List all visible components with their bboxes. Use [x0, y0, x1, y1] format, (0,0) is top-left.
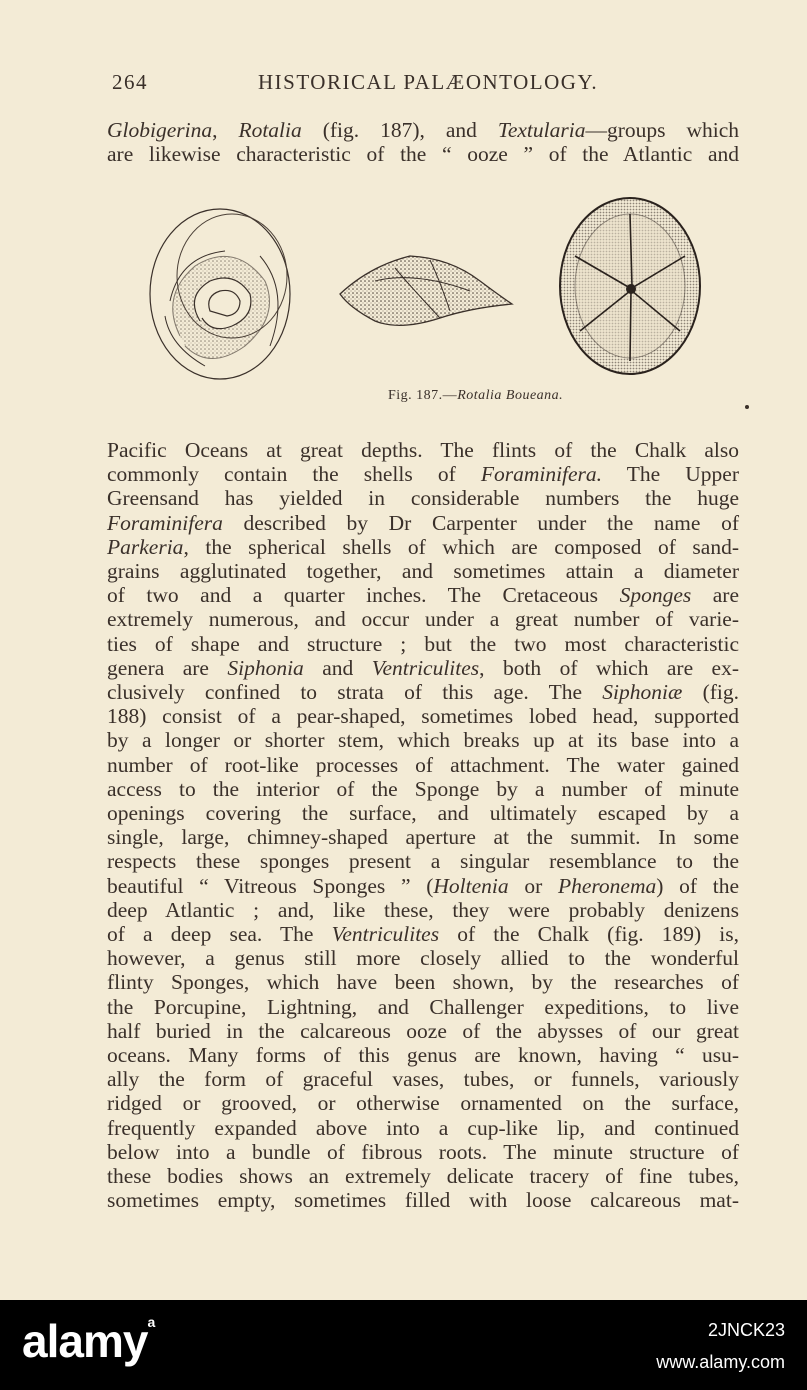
- text-run: of two and a quarter inches. The Cretaceous: [107, 583, 620, 608]
- text-line: [107, 777, 739, 801]
- text-line: [107, 1091, 739, 1115]
- site-url: www.alamy.com: [656, 1352, 785, 1372]
- running-head: [110, 70, 740, 98]
- text-run: grains agglutinated together, and sometimes attain a diameter: [107, 559, 739, 584]
- text-run: ally the form of graceful vases, tubes, or funnels, variously: [107, 1067, 739, 1092]
- text-line: [107, 680, 739, 704]
- text-line: [107, 704, 739, 728]
- caption-species: Rotalia Boueana.: [457, 388, 564, 403]
- text-run: by a longer or shorter stem, which breaks up at its base into a: [107, 728, 739, 753]
- text-line: [107, 970, 739, 994]
- print-speck: [745, 405, 749, 409]
- text-line: [107, 583, 739, 607]
- text-run: however, a genus still more closely allied to the wonderful: [107, 946, 739, 971]
- text-line: [107, 118, 739, 142]
- text-run: half buried in the calcareous ooze of the abysses of our great: [107, 1018, 739, 1043]
- italic-term: Ventriculites: [331, 922, 440, 947]
- italic-term: Globigerina: [107, 118, 213, 142]
- caption-prefix: Fig. 187.—: [388, 388, 458, 403]
- text-run: extremely numerous, and occur under a great number of varie-: [107, 607, 739, 632]
- alamy-logo-text: alamy: [22, 1315, 148, 1367]
- italic-term: Textularia: [497, 118, 586, 142]
- text-run: , both of which are ex-: [479, 655, 739, 680]
- text-line: [107, 825, 739, 849]
- text-line: [107, 1188, 739, 1212]
- text-line: [107, 801, 739, 825]
- alamy-logo: alamy$^a$: [22, 1314, 155, 1367]
- text-line: [107, 656, 739, 680]
- italic-term: Pheronema: [557, 873, 657, 898]
- text-run: access to the interior of the Sponge by a number of minute: [107, 776, 739, 801]
- text-line: [107, 874, 739, 898]
- text-line: [107, 1043, 739, 1067]
- italic-term: Foraminifera.: [480, 462, 603, 487]
- text-line: [107, 1116, 739, 1140]
- text-run: number of root-like processes of attachment. The water gained: [107, 752, 739, 777]
- text-run: The Upper: [602, 462, 739, 487]
- text-run: and: [303, 655, 372, 680]
- text-line: [107, 142, 739, 166]
- text-run: of the Chalk (fig. 189) is,: [439, 922, 740, 947]
- text-run: genera are: [107, 655, 228, 680]
- text-line: [107, 728, 739, 752]
- text-line: [107, 511, 739, 535]
- text-run: openings covering the surface, and ultimately escaped by a: [107, 801, 739, 826]
- text-run: or: [508, 873, 558, 898]
- top-paragraph: [107, 118, 739, 166]
- text-run: flinty Sponges, which have been shown, by the researches of: [107, 970, 739, 995]
- text-run: sometimes empty, sometimes filled with loose calcareous mat-: [107, 1188, 739, 1213]
- text-line: [107, 898, 739, 922]
- running-title: HISTORICAL PALÆONTOLOGY.: [258, 70, 599, 94]
- text-run: these bodies shows an extremely delicate tracery of fine tubes,: [107, 1164, 739, 1189]
- text-run: Pacific Oceans at great depths. The flints of the Chalk also: [107, 438, 739, 462]
- text-run: 188) consist of a pear-shaped, sometimes lobed head, supported: [107, 704, 739, 729]
- text-line: [107, 535, 739, 559]
- text-run: Greensand has yielded in considerable numbers the huge: [107, 486, 739, 511]
- image-id: 2JNCK23: [707, 1320, 785, 1340]
- figure-caption: [388, 388, 563, 404]
- text-run: (fig.: [682, 680, 739, 705]
- text-line: [107, 486, 739, 510]
- rotalia-edge-view: [340, 256, 512, 325]
- text-run: deep Atlantic ; and, like these, they were probably denizens: [107, 897, 739, 922]
- text-run: are: [691, 583, 739, 608]
- body-paragraph: [107, 438, 739, 1213]
- text-run: frequently expanded above into a cup-like lip, and continued: [107, 1115, 739, 1140]
- text-run: ridged or grooved, or otherwise ornamented on the surface,: [107, 1091, 739, 1116]
- text-run: (fig. 187), and: [301, 118, 498, 142]
- italic-term: Siphoniæ: [602, 680, 683, 705]
- text-run: ) of the: [656, 873, 739, 898]
- text-run: below into a bundle of fibrous roots. The minute structure of: [107, 1139, 739, 1164]
- rotalia-illustration: [140, 196, 710, 386]
- text-run: respects these sponges present a singular resemblance to the: [107, 849, 739, 874]
- text-line: [107, 1067, 739, 1091]
- text-line: [107, 753, 739, 777]
- text-line: [107, 946, 739, 970]
- text-line: [107, 438, 739, 462]
- text-line: [107, 462, 739, 486]
- page-number: 264: [112, 70, 148, 94]
- text-run: commonly contain the shells of: [107, 462, 481, 487]
- text-line: [107, 632, 739, 656]
- text-run: single, large, chimney-shaped aperture at the summit. In some: [107, 825, 739, 850]
- text-line: [107, 1019, 739, 1043]
- watermark-banner: [0, 1300, 807, 1390]
- text-line: [107, 849, 739, 873]
- text-line: [107, 1164, 739, 1188]
- text-line: [107, 995, 739, 1019]
- figure-187: [140, 196, 710, 396]
- text-run: clusively confined to strata of this age. The: [107, 680, 603, 705]
- text-line: [107, 922, 739, 946]
- text-run: ties of shape and structure ; but the two most characteristic: [107, 631, 739, 656]
- italic-term: Ventriculites: [371, 655, 480, 680]
- text-line: [107, 1140, 739, 1164]
- text-run: described by Dr Carpenter under the name of: [222, 510, 739, 535]
- text-run: the Porcupine, Lightning, and Challenger expeditions, to live: [107, 994, 739, 1019]
- text-run: oceans. Many forms of this genus are known, having “ usu-: [107, 1043, 739, 1068]
- italic-term: Sponges: [619, 583, 692, 608]
- text-run: ,: [212, 118, 239, 142]
- text-line: [107, 559, 739, 583]
- text-run: —groups which: [585, 118, 739, 142]
- text-run: of a deep sea. The: [107, 922, 332, 947]
- text-run: are likewise characteristic of the “ ooze ” of the Atlantic and: [107, 142, 739, 167]
- italic-term: Parkeria: [107, 534, 184, 559]
- italic-term: Holtenia: [433, 873, 509, 898]
- text-run: , the spherical shells of which are composed of sand-: [183, 534, 739, 559]
- rotalia-spiral-view: [150, 209, 290, 379]
- rotalia-umbilical-view: [560, 198, 700, 374]
- italic-term: Foraminifera: [107, 510, 223, 535]
- italic-term: Rotalia: [238, 118, 302, 142]
- italic-term: Siphonia: [227, 655, 304, 680]
- text-line: [107, 607, 739, 631]
- text-run: beautiful “ Vitreous Sponges ” (: [107, 873, 434, 898]
